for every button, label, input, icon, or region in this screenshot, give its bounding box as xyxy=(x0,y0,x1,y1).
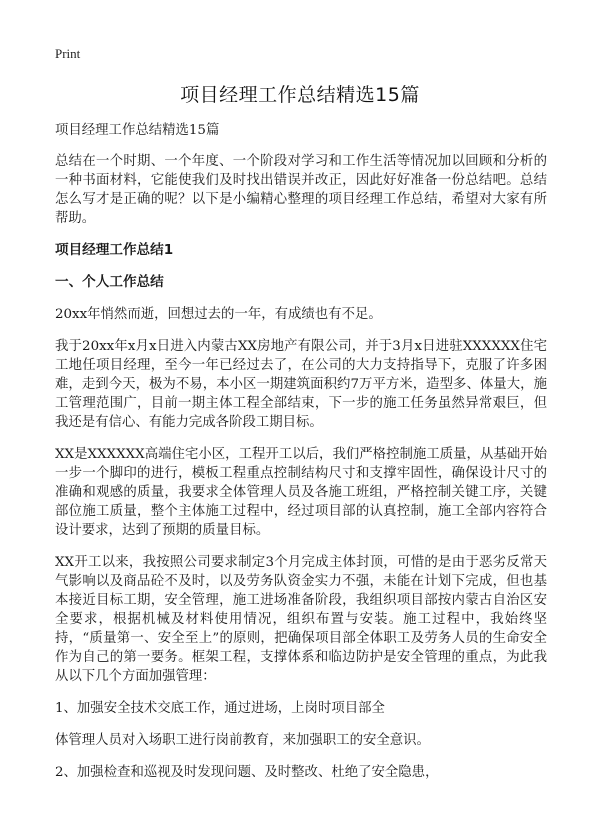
intro-paragraph: 总结在一个时期、一个年度、一个阶段对学习和工作生活等情况加以回顾和分析的一种书面材料，它能使我们及时找出错误并改正，因此好好准备一份总结吧。总结怎么写才是正确的呢？以下是小编精心整理的项目经理工作总结，希望对大家有所帮助。 xyxy=(55,154,547,226)
list-item: 2、加强检查和巡视及时发现问题、及时整改、杜绝了安全隐患， xyxy=(55,765,439,780)
body-paragraph: 20xx年悄然而逝，回想过去的一年，有成绩也有不足。 xyxy=(55,307,382,322)
document-subtitle: 项目经理工作总结精选15篇 xyxy=(55,123,220,138)
document-title: 项目经理工作总结精选15篇 xyxy=(180,84,420,106)
document-body xyxy=(55,121,547,795)
body-paragraph: 我于20xx年x月x日进入内蒙古XX房地产有限公司，并于3月x日进驻XXXXXX住宅工地任项目经理，至今一年已经过去了，在公司的大力支持指导下，克服了许多困难，走到今天，极为不易，本小区一期建筑面积约7万平方米，造型多、体量大，施工管理范围广，目前一期主体工程全部结束，下一步的施工任务虽然异常艰巨，但我还是有信心、有能力完成各阶段工期目标。 xyxy=(55,339,547,430)
section-heading: 项目经理工作总结1 xyxy=(55,242,174,258)
body-paragraph: XX是XXXXXX高端住宅小区，工程开工以后，我们严格控制施工质量，从基础开始一步一个脚印的进行，模板工程重点控制结构尺寸和支撑牢固性，确保设计尺寸的准确和观感的质量，我要求全体管理人员及各施工班组，严格控制关键工序，关键部位施工质量，整个主体施工过程中，经过项目部的认真控制，施工全部内容符合设计要求，达到了预期的质量目标。 xyxy=(55,447,547,538)
subsection-heading: 一、个人工作总结 xyxy=(55,274,164,290)
body-paragraph: 体管理人员对入场职工进行岗前教育，来加强职工的安全意识。 xyxy=(55,733,430,748)
list-item: 1、加强安全技术交底工作，通过进场，上岗时项目部全 xyxy=(55,701,385,716)
body-paragraph: XX开工以来，我按照公司要求制定3个月完成主体封顶，可惜的是由于恶劣反常天气影响以及商品砼不及时，以及劳务队资金实力不强，未能在计划下完成，但也基本接近目标工期，安全管理，施工进场准备阶段，我组织项目部按内蒙古自治区安全要求，根据机械及材料使用情况，组织布置与安装。施工过程中，我始终坚持，“质量第一、安全至上”的原则，把确保项目部全体职工及劳务人员的生命安全作为自己的第一要务。框架工程，支撑体系和临边防护是安全管理的重点，为此我从以下几个方面加强管理： xyxy=(55,555,547,684)
print-label[interactable]: Print xyxy=(55,46,81,61)
